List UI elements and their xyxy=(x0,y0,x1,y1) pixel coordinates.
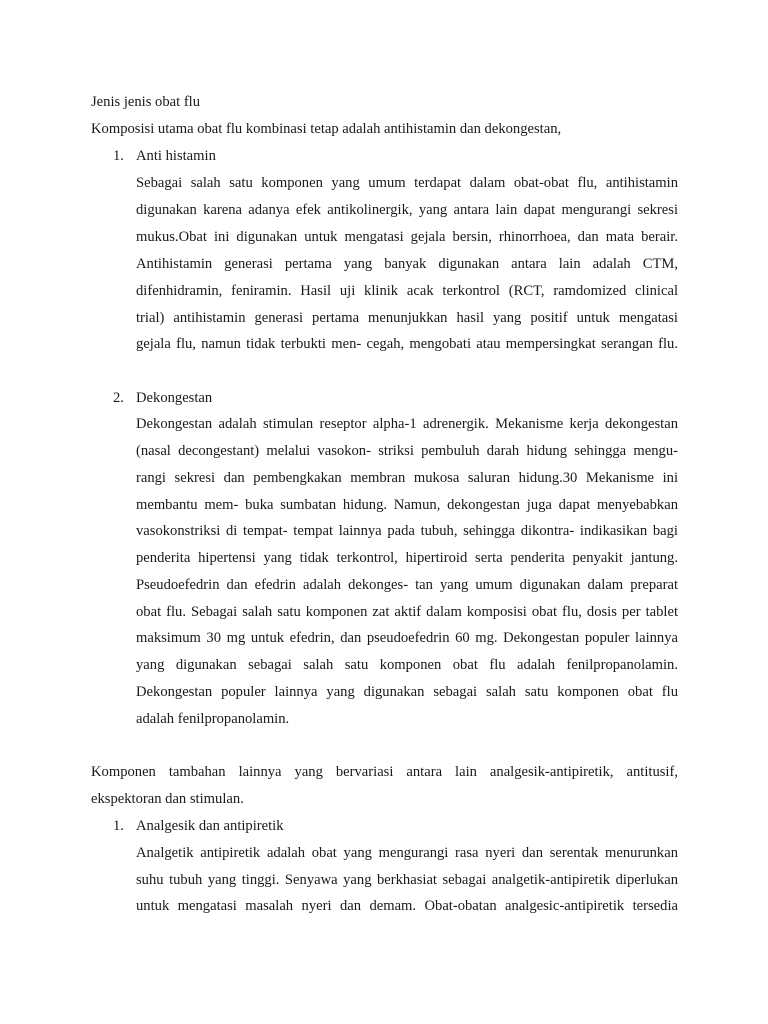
paragraph-line: Komponen tambahan lainnya yang bervariasi antara lain analgesik-antipiretik, antitusif, xyxy=(91,764,678,780)
body-line: Dekongestan populer lainnya yang digunakan sebagai salah satu komponen obat flu xyxy=(136,684,678,700)
list-heading-analgesik: Analgesik dan antipiretik xyxy=(136,818,284,834)
body-line: untuk mengatasi masalah nyeri dan demam. Obat-obatan analgesic-antipiretik tersedia xyxy=(136,898,678,914)
document-title: Jenis jenis obat flu xyxy=(91,94,201,110)
body-line: Analgetik antipiretik adalah obat yang mengurangi rasa nyeri dan serentak menurunkan xyxy=(136,845,678,861)
body-line: suhu tubuh yang tinggi. Senyawa yang berkhasiat sebagai analgetik-antipiretik diperlukan xyxy=(136,872,678,888)
list-number: 1. xyxy=(113,148,124,164)
list-number: 2. xyxy=(113,390,124,406)
body-line: digunakan karena adanya efek antikolinergik, yang antara lain dapat mengurangi sekresi xyxy=(136,202,678,218)
body-line: Antihistamin generasi pertama yang banyak digunakan antara lain adalah CTM, xyxy=(136,256,678,272)
body-line: Sebagai salah satu komponen yang umum terdapat dalam obat-obat flu, antihistamin xyxy=(136,175,678,191)
intro-text: Komposisi utama obat flu kombinasi tetap adalah antihistamin dan dekongestan, xyxy=(91,121,562,137)
body-line: (nasal decongestant) melalui vasokon- striksi pembuluh darah hidung sehingga mengu- xyxy=(136,443,678,459)
paragraph-line: ekspektoran dan stimulan. xyxy=(91,791,244,807)
body-line: adalah fenilpropanolamin. xyxy=(136,711,290,727)
body-line: membantu mem- buka sumbatan hidung. Namun, dekongestan juga dapat menyebabkan xyxy=(136,497,678,513)
body-line: yang digunakan sebagai salah satu komponen obat flu adalah fenilpropanolamin. xyxy=(136,657,678,673)
list-heading-antihistamin: Anti histamin xyxy=(136,148,216,164)
list-heading-dekongestan: Dekongestan xyxy=(136,390,213,406)
body-line: difenhidramin, feniramin. Hasil uji klinik acak terkontrol (RCT, ramdomized clinical xyxy=(136,283,678,299)
list-number: 1. xyxy=(113,818,124,834)
body-line: maksimum 30 mg untuk efedrin, dan pseudoefedrin 60 mg. Dekongestan populer lainnya xyxy=(136,630,678,646)
body-line: mukus.Obat ini digunakan untuk mengatasi gejala bersin, rhinorrhoea, dan mata berair. xyxy=(136,229,678,245)
body-line: penderita hipertensi yang tidak terkontrol, hipertiroid serta penderita penyakit jantung. xyxy=(136,550,678,566)
body-line: trial) antihistamin generasi pertama menunjukkan hasil yang positif untuk mengatasi xyxy=(136,310,678,326)
body-line: vasokonstriksi di tempat- tempat lainnya pada tubuh, sehingga dikontra- indikasikan bagi xyxy=(136,523,678,539)
body-line: Dekongestan adalah stimulan reseptor alpha-1 adrenergik. Mekanisme kerja dekongestan xyxy=(136,416,678,432)
body-line: Pseudoefedrin dan efedrin adalah dekonges- tan yang umum digunakan dalam preparat xyxy=(136,577,678,593)
body-line: obat flu. Sebagai salah satu komponen zat aktif dalam komposisi obat flu, dosis per tablet xyxy=(136,604,678,620)
body-line: gejala flu, namun tidak terbukti men- cegah, mengobati atau mempersingkat serangan flu. xyxy=(136,336,678,352)
body-line: rangi sekresi dan pembengkakan membran mukosa saluran hidung.30 Mekanisme ini xyxy=(136,470,678,486)
